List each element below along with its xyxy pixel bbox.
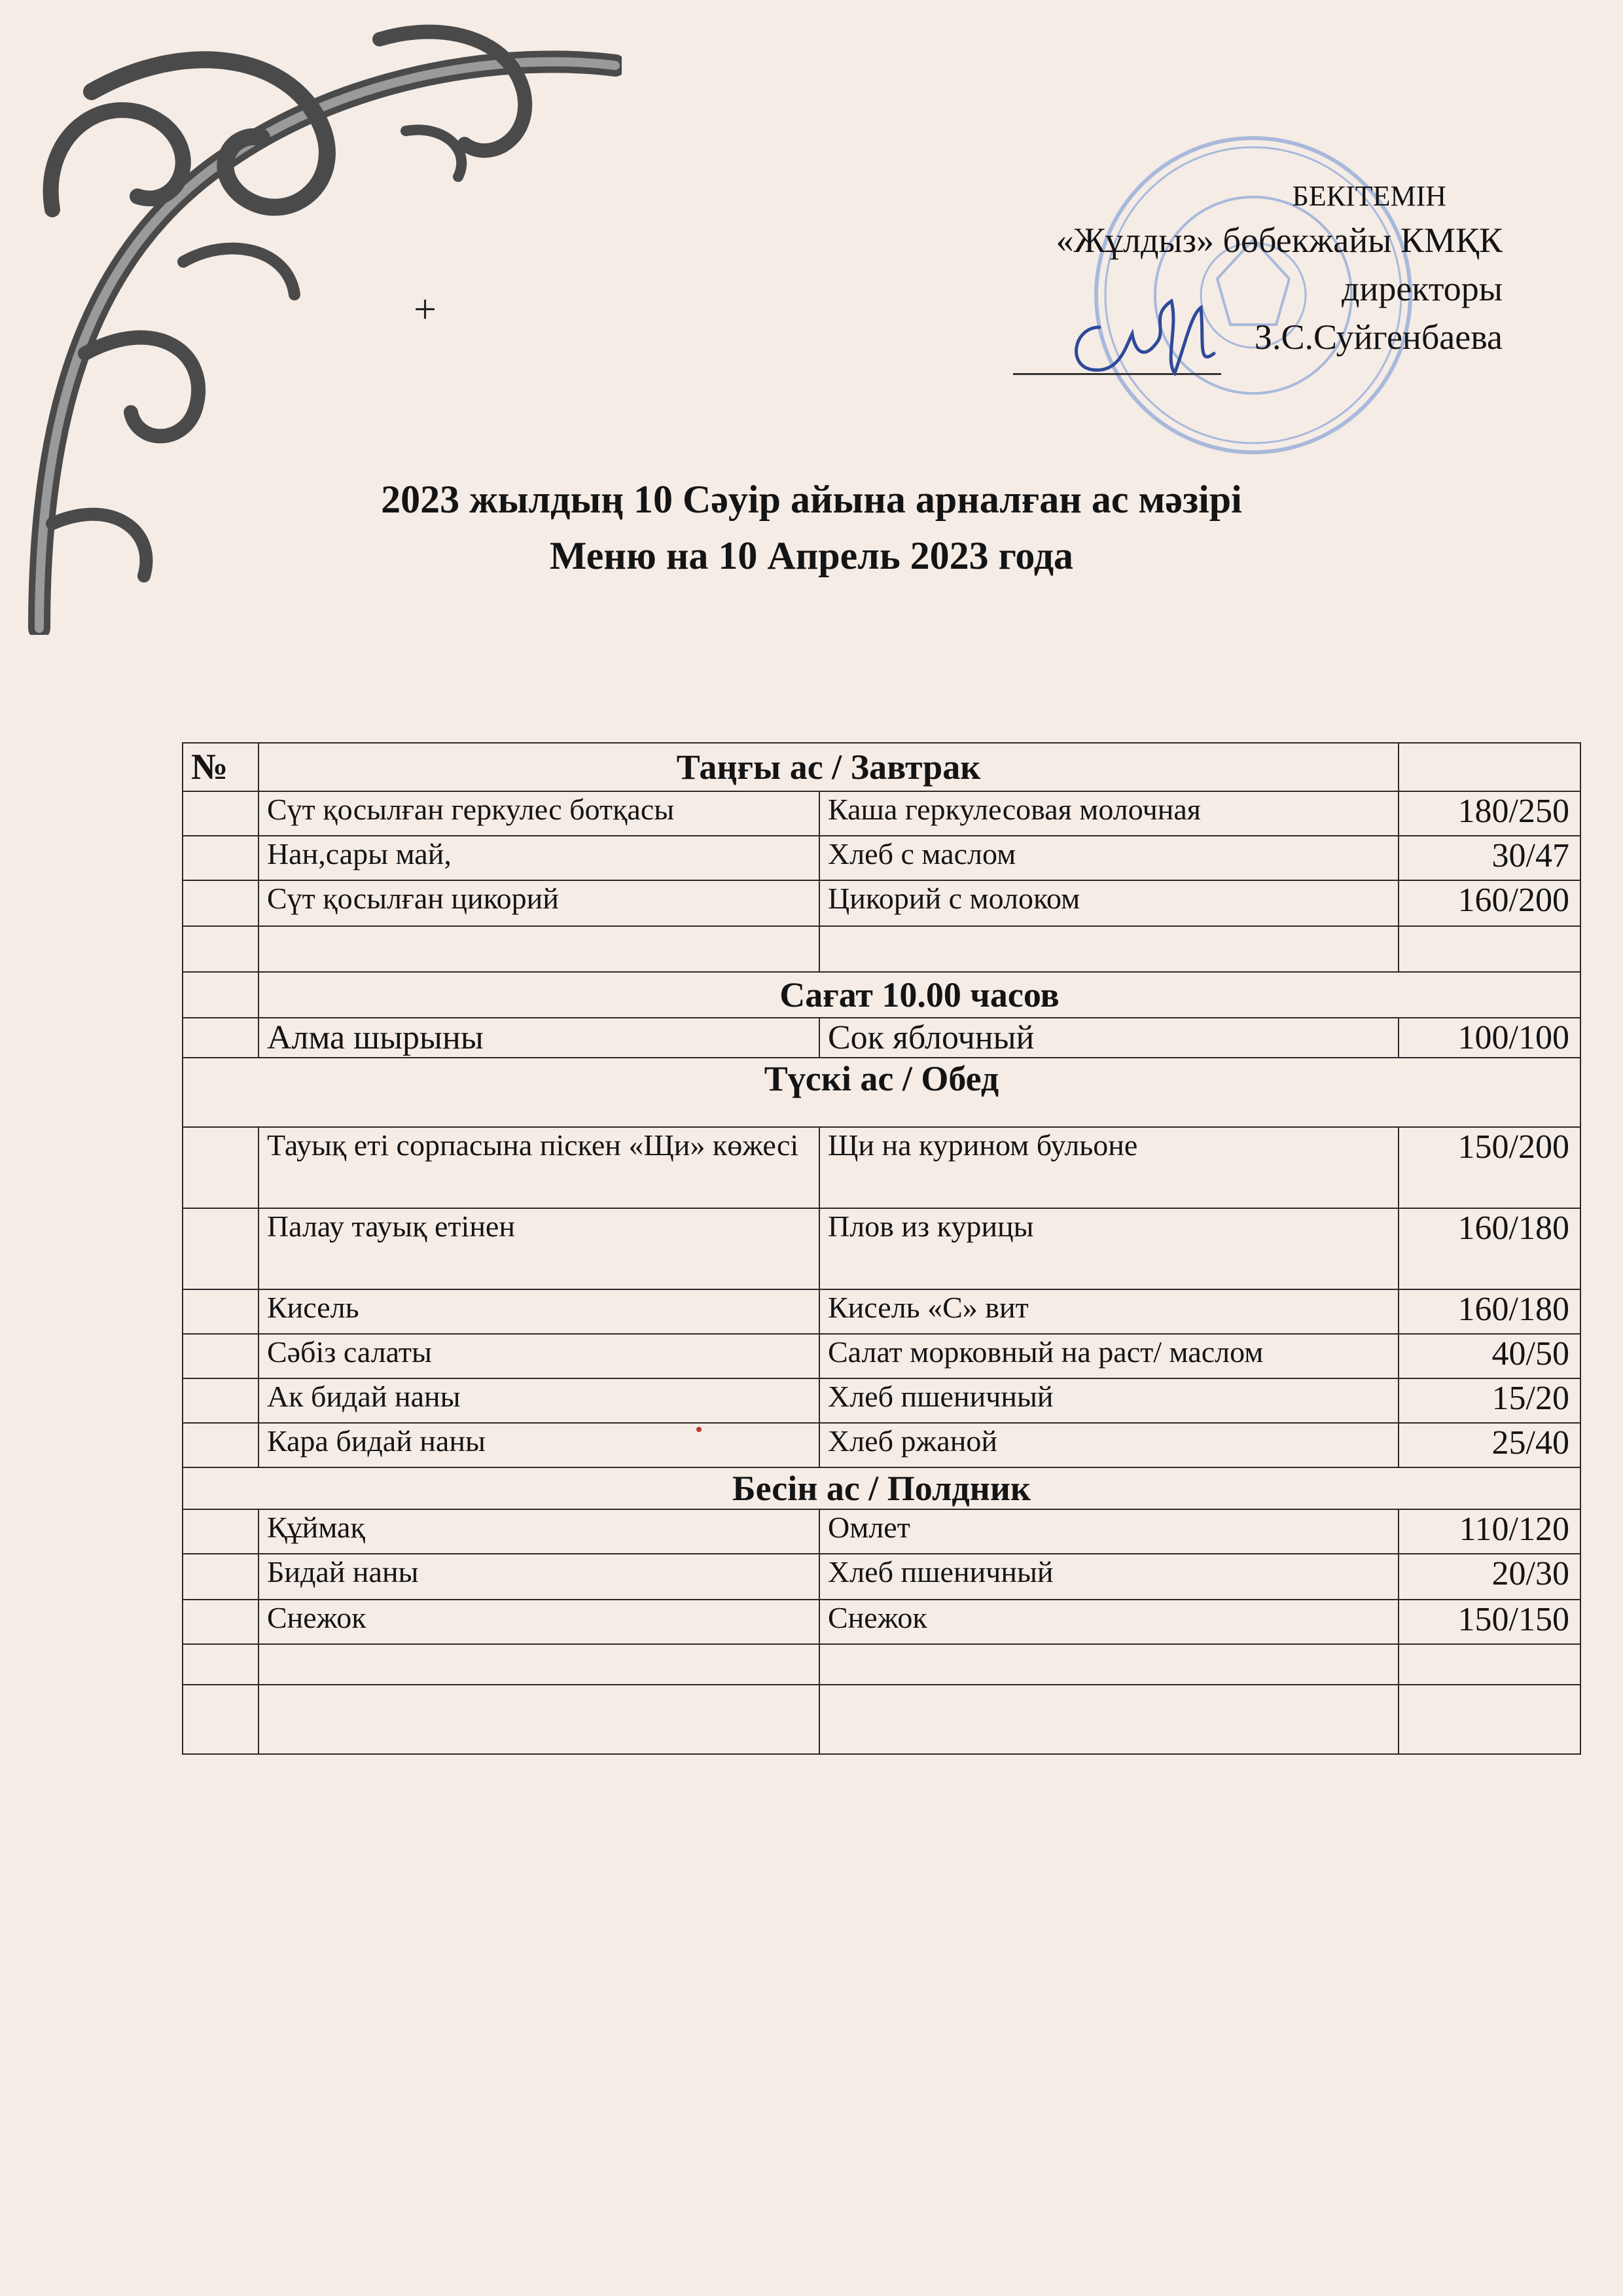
afternoon-header-row: [183, 1467, 1580, 1509]
table-row: [183, 880, 1580, 926]
dish-qty: 160/180: [1399, 1289, 1580, 1334]
dish-ru: Цикорий с молоком: [819, 880, 1399, 926]
dish-kz: Нан,сары май,: [259, 836, 819, 880]
approval-director-name: З.С.Суйгенбаева: [1254, 317, 1503, 357]
table-row: [183, 1018, 1580, 1058]
empty-row: [183, 1685, 1580, 1754]
dish-ru: Салат морковный на раст/ маслом: [819, 1334, 1399, 1378]
dish-kz: Палау тауық етінен: [259, 1208, 819, 1289]
dish-qty: 25/40: [1399, 1423, 1580, 1467]
dish-qty: 110/120: [1399, 1509, 1580, 1554]
approval-organization: «Жұлдыз» бөбекжайы КМҚК: [1056, 221, 1503, 260]
dish-qty: 160/200: [1399, 880, 1580, 926]
table-row: [183, 1334, 1580, 1378]
signature: [1060, 288, 1230, 386]
dish-kz: Бидай наны: [259, 1554, 819, 1600]
table-row: [183, 1600, 1580, 1644]
empty-row: [183, 1644, 1580, 1685]
dish-qty: 20/30: [1399, 1554, 1580, 1600]
dish-kz: Сүт қосылған цикорий: [259, 880, 819, 926]
table-row: [183, 1378, 1580, 1423]
menu-title: [0, 471, 1623, 584]
cross-mark: +: [414, 287, 437, 332]
dish-kz: Сүт қосылған геркулес ботқасы: [259, 791, 819, 836]
dish-qty: 30/47: [1399, 836, 1580, 880]
table-header-row: [183, 743, 1580, 791]
dish-kz: Сәбіз салаты: [259, 1334, 819, 1378]
dish-qty: 150/150: [1399, 1600, 1580, 1644]
table-row: [183, 1509, 1580, 1554]
table-row: [183, 1208, 1580, 1289]
dish-ru: Каша геркулесовая молочная: [819, 791, 1399, 836]
approval-position: директоры: [1341, 269, 1503, 308]
dish-qty: 40/50: [1399, 1334, 1580, 1378]
dish-ru: Омлет: [819, 1509, 1399, 1554]
dish-ru: Кисель «С» вит: [819, 1289, 1399, 1334]
dish-qty: 15/20: [1399, 1378, 1580, 1423]
number-column-header: №: [183, 743, 259, 791]
dish-qty: 180/250: [1399, 791, 1580, 836]
dish-kz: Кисель: [259, 1289, 819, 1334]
dish-ru: Снежок: [819, 1600, 1399, 1644]
dish-ru: Хлеб ржаной: [819, 1423, 1399, 1467]
dish-ru: Хлеб с маслом: [819, 836, 1399, 880]
title-russian: Меню на 10 Апрель 2023 года: [549, 534, 1074, 577]
dish-kz: Снежок: [259, 1600, 819, 1644]
dish-qty: 100/100: [1399, 1018, 1580, 1058]
lunch-header-row: [183, 1058, 1580, 1127]
dish-ru: Хлеб пшеничный: [819, 1554, 1399, 1600]
table-row: [183, 791, 1580, 836]
approval-heading: БЕКІТЕМІН: [1292, 180, 1446, 212]
dish-ru: Хлеб пшеничный: [819, 1378, 1399, 1423]
table-row: [183, 836, 1580, 880]
lunch-header: Түскі ас / Обед: [183, 1058, 1580, 1127]
table-row: [183, 1554, 1580, 1600]
breakfast-header: Таңғы ас / Завтрак: [259, 743, 1399, 791]
dish-kz: Кара бидай наны: [259, 1423, 819, 1467]
table-row: [183, 1423, 1580, 1467]
empty-row: [183, 926, 1580, 972]
afternoon-header: Бесін ас / Полдник: [183, 1467, 1580, 1509]
dish-kz: Құймақ: [259, 1509, 819, 1554]
dish-qty: 150/200: [1399, 1127, 1580, 1208]
red-dot-mark: [696, 1427, 702, 1432]
dish-kz: Алма шырыны: [259, 1018, 819, 1058]
dish-qty: 160/180: [1399, 1208, 1580, 1289]
dish-kz: Тауық еті сорпасына піскен «Щи» көжесі: [259, 1127, 819, 1208]
dish-kz: Ак бидай наны: [259, 1378, 819, 1423]
snack-header: Сағат 10.00 часов: [259, 972, 1580, 1018]
dish-ru: Сок яблочный: [819, 1018, 1399, 1058]
table-row: [183, 1289, 1580, 1334]
dish-ru: Плов из курицы: [819, 1208, 1399, 1289]
table-row: [183, 1127, 1580, 1208]
snack-header-row: [183, 972, 1580, 1018]
title-kazakh: 2023 жылдың 10 Сәуір айына арналған ас мәзірі: [381, 478, 1242, 521]
menu-table: [182, 742, 1581, 1755]
dish-ru: Щи на курином бульоне: [819, 1127, 1399, 1208]
